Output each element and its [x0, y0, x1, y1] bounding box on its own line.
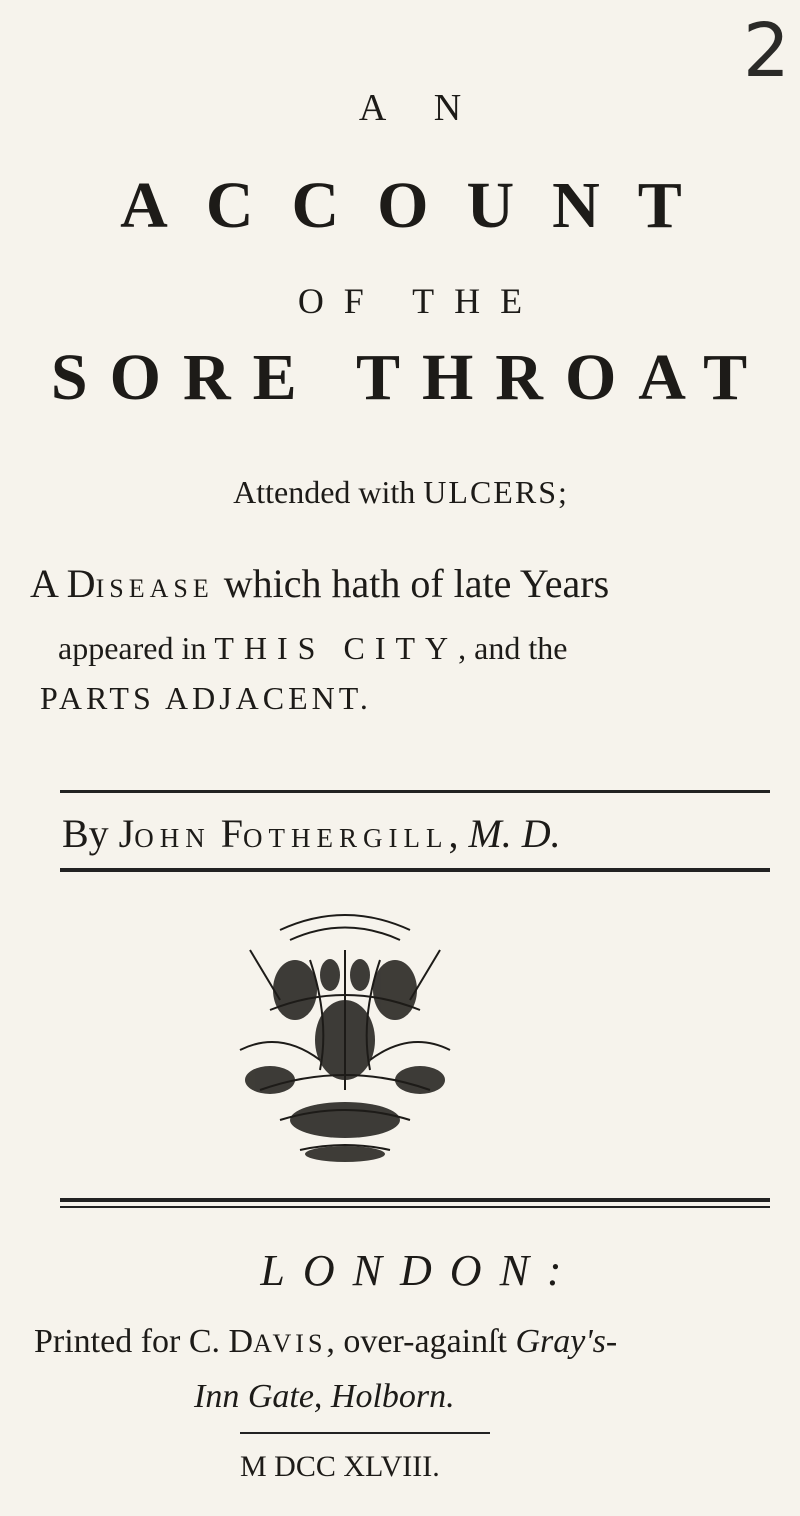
description-line2-prefix: appeared in	[58, 630, 215, 666]
description-line2-rest: , and the	[458, 630, 568, 666]
imprint-date: M DCC XLVIII.	[240, 1450, 440, 1483]
subtitle-caps: ULCERS	[423, 474, 558, 510]
description-initial: A D	[30, 561, 96, 606]
subtitle	[0, 474, 800, 511]
author-line	[62, 810, 800, 857]
author-by: By J	[62, 811, 135, 856]
description-line2-caps: THIS CITY	[214, 630, 459, 666]
imprint-mid: , over-againſt	[326, 1323, 516, 1360]
title-an: A N	[358, 87, 482, 129]
top-rule	[60, 790, 770, 793]
description-rest: which hath of late Years	[213, 561, 610, 606]
author-degree: M. D.	[468, 811, 561, 856]
imprint-city: LONDON:	[260, 1246, 580, 1295]
rule-above-imprint-thin	[60, 1206, 770, 1208]
subtitle-prefix: Attended with	[233, 474, 424, 510]
rule-above-imprint	[60, 1198, 770, 1202]
subtitle-suffix: ;	[557, 474, 567, 510]
page-number: 2	[742, 8, 790, 94]
description-line-3: PARTS ADJACENT.	[40, 680, 372, 716]
imprint-smallcaps: AVIS	[253, 1329, 327, 1358]
description-line-1	[30, 560, 800, 607]
author-last: OTHERGILL	[243, 823, 449, 853]
title-subject: SORE THROAT	[50, 341, 770, 414]
author-first: OHN	[134, 823, 211, 853]
title-of-the: OF THE	[297, 281, 543, 321]
imprint-line-1	[34, 1323, 800, 1361]
imprint-italic: Gray's-	[515, 1323, 618, 1360]
description-line-2	[58, 630, 800, 667]
author-comma: ,	[448, 811, 469, 856]
author-last-initial: F	[210, 811, 243, 856]
description-smallcaps: ISEASE	[95, 574, 214, 603]
rule-above-date	[240, 1432, 490, 1434]
fleuron-ornament-icon	[210, 890, 480, 1180]
imprint-line-2: Inn Gate, Holborn.	[194, 1378, 455, 1415]
rule-below-author	[60, 868, 770, 872]
title-account: ACCOUNT	[120, 169, 720, 242]
imprint-prefix: Printed for C. D	[34, 1323, 254, 1360]
